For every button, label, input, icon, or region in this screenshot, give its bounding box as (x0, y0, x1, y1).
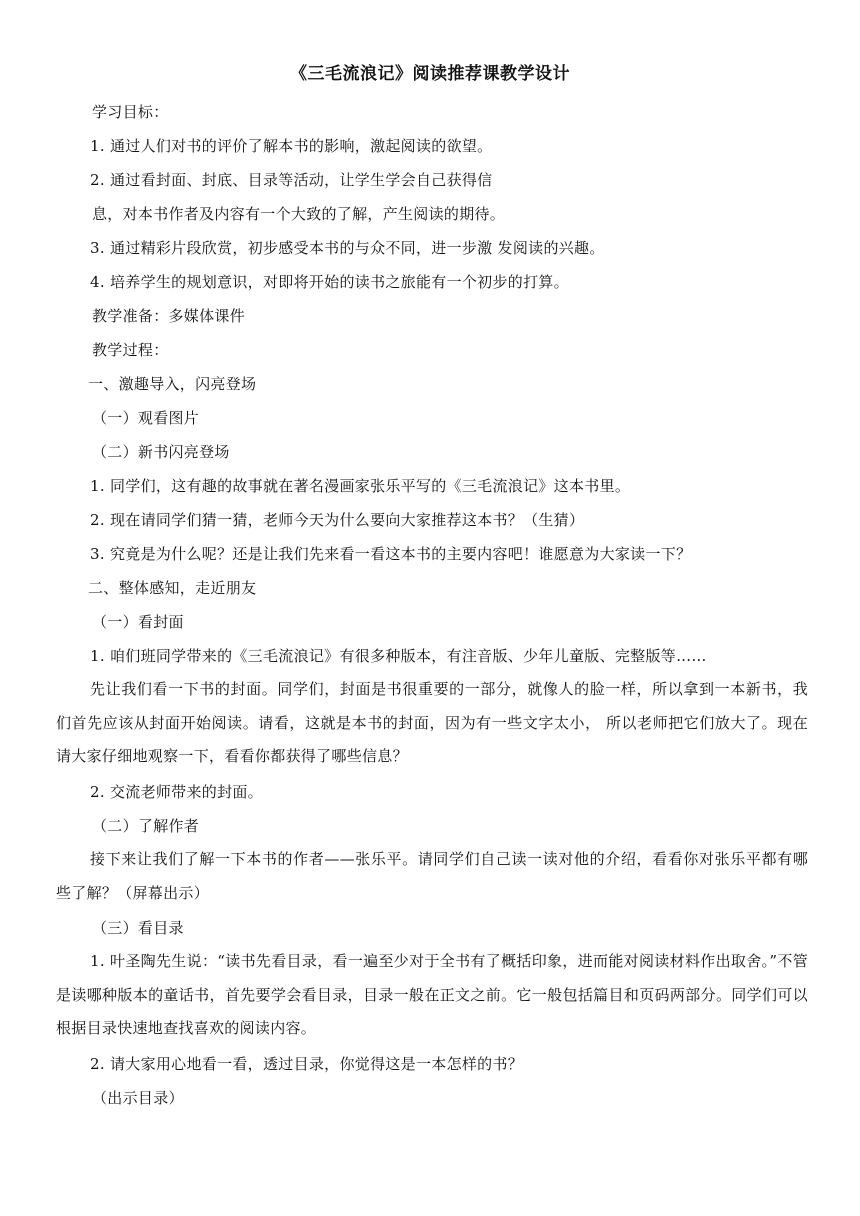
section-2-para-4: 接下来让我们了解一下本书的作者——张乐平。请同学们自己读一读对他的介绍，看看你对张乐平都有哪些了解？（屏幕出示） (56, 850, 808, 902)
section-1-para-1: 1. 同学们，这有趣的故事就在著名漫画家张乐平写的《三毛流浪记》这本书里。 (90, 477, 631, 495)
document-title: 《三毛流浪记》阅读推荐课教学设计 (290, 64, 570, 84)
section-2-para-6: 2. 请大家用心地看一看，透过目录，你觉得这是一本怎样的书？ (90, 1055, 524, 1073)
goals-heading: 学习目标： (92, 103, 169, 121)
goal-item-1: 1. 通过人们对书的评价了解本书的影响，激起阅读的欲望。 (90, 137, 493, 155)
section-1-heading: 一、激趣导入，闪亮登场 (88, 375, 257, 393)
section-1-para-3: 3. 究竟是为什么呢？还是让我们先来看一看这本书的主要内容吧！谁愿意为大家读一下？ (90, 545, 692, 563)
goal-item-2-line-2: 息，对本书作者及内容有一个大致的了解，产生阅读的期待。 (92, 205, 506, 223)
section-2-para-1: 1. 咱们班同学带来的《三毛流浪记》有很多种版本，有注音版、少年儿童版、完整版等…… (90, 647, 707, 665)
section-1-sub-2: （二）新书闪亮登场 (92, 443, 230, 461)
section-2-para-3: 2. 交流老师带来的封面。 (90, 783, 263, 801)
goal-item-4: 4. 培养学生的规划意识，对即将开始的读书之旅能有一个初步的打算。 (90, 273, 569, 291)
process-heading: 教学过程： (92, 341, 169, 359)
goal-item-3: 3. 通过精彩片段欣赏，初步感受本书的与众不同，进一步激 发阅读的兴趣。 (90, 239, 605, 257)
section-2-sub-2: （二）了解作者 (92, 817, 200, 835)
section-2-sub-3: （三）看目录 (92, 919, 184, 937)
section-1-sub-1: （一）观看图片 (92, 409, 200, 427)
section-2-para-5: 1. 叶圣陶先生说：“读书先看目录，看一遍至少对于全书有了概括印象，进而能对阅读材料作出取舍。”不管是读哪种版本的童话书，首先要学会看目录，目录一般在正文之前。它一般包括篇目和页码两部分。同学们可以根据目录快速地查找喜欢的阅读内容。 (56, 952, 808, 1037)
section-1-para-2: 2. 现在请同学们猜一猜，老师今天为什么要向大家推荐这本书？（生猜） (90, 511, 585, 529)
section-2-heading: 二、整体感知，走近朋友 (88, 579, 257, 597)
section-2-para-2: 先让我们看一下书的封面。同学们，封面是书很重要的一部分，就像人的脸一样，所以拿到一本新书，我们首先应该从封面开始阅读。请看，这就是本书的封面，因为有一些文字太小， 所以老师把它们放大了。现在请大家仔细地观察一下，看看你都获得了哪些信息？ (56, 680, 808, 765)
section-2-para-7: （出示目录） (92, 1089, 184, 1107)
goal-item-2-line-1: 2. 通过看封面、封底、目录等活动，让学生学会自己获得信 (90, 171, 493, 189)
section-2-sub-1: （一）看封面 (92, 613, 184, 631)
teaching-prep: 教学准备：多媒体课件 (92, 307, 246, 325)
